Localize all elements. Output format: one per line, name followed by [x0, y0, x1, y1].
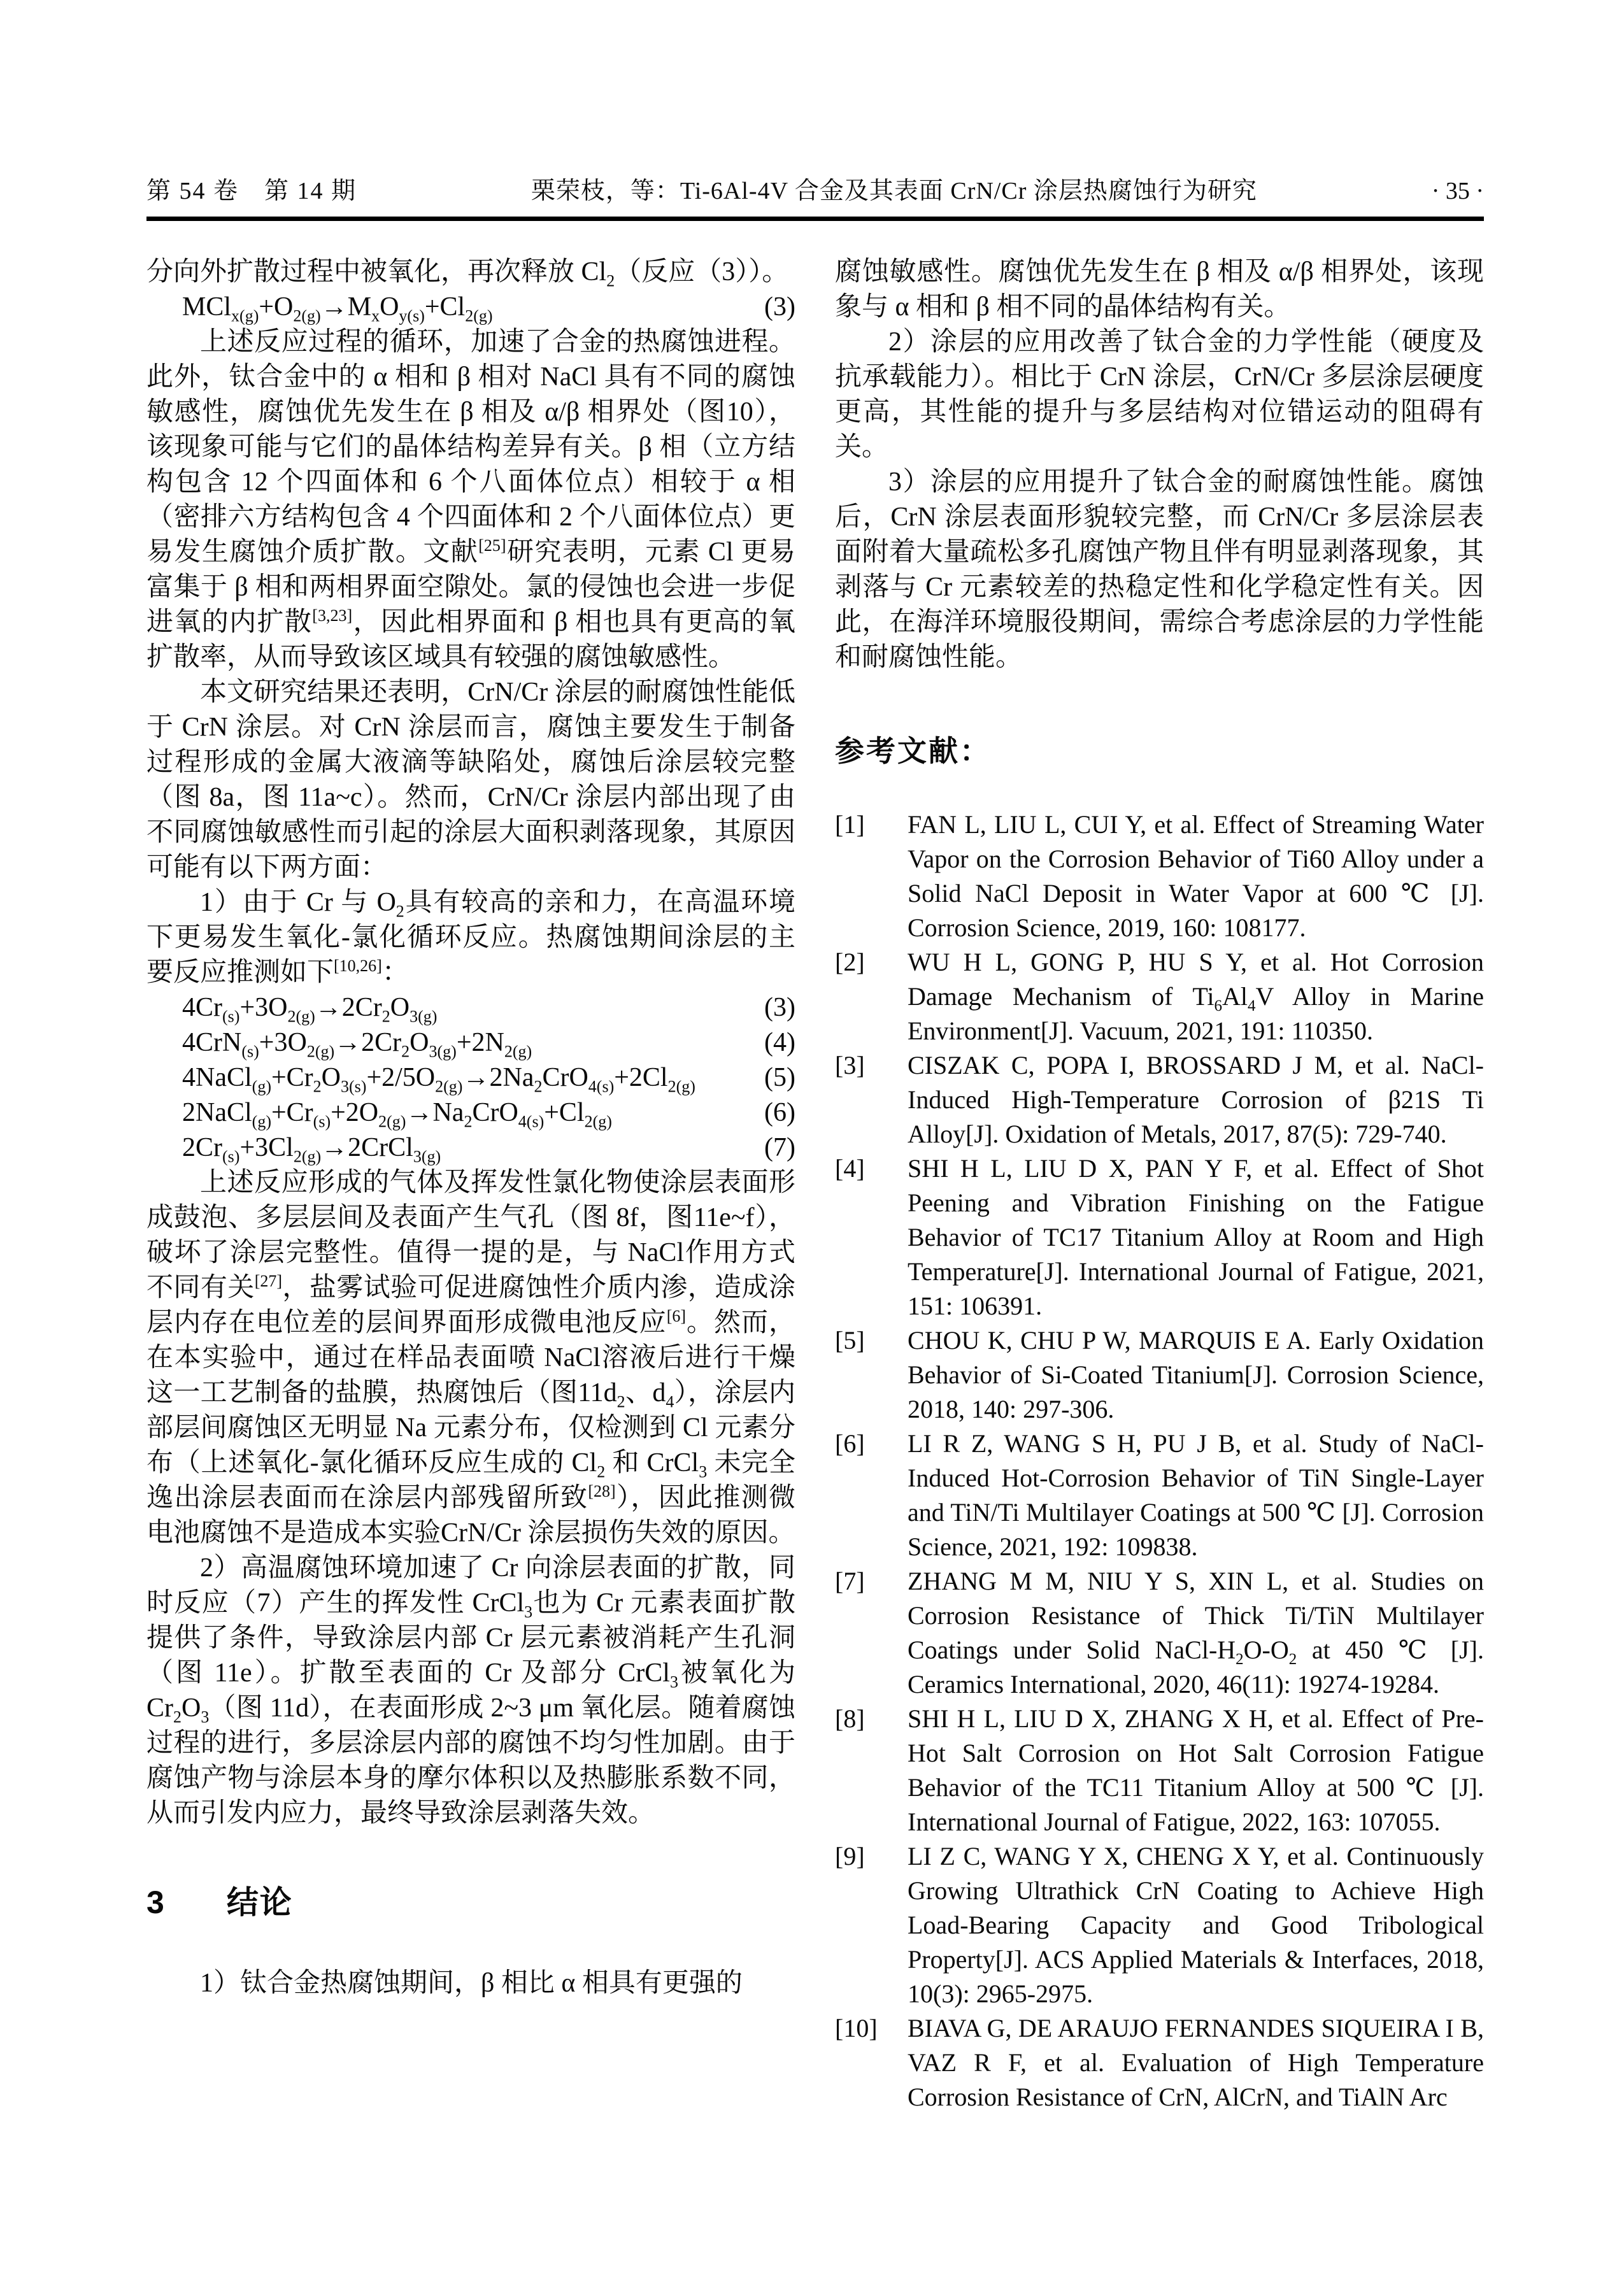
- reference-item-3: [835, 1048, 1484, 1151]
- reference-text: WU H L, GONG P, HU S Y, et al. Hot Corrosion Damage Mechanism of $Ti_6Al_4V$ Alloy in Marine Environment[J]. Vacuum, 2021, 191: 110350.: [908, 948, 1484, 1045]
- paragraph-point-1: 1）由于 Cr 与 $O_2$具有较高的亲和力，在高温环境下更易发生氧化-氯化循环反应。热腐蚀期间涂层的主要反应推测如下[10,26]：: [146, 888, 795, 987]
- reference-label: [10]: [835, 2014, 878, 2042]
- reference-item-10: [835, 2011, 1484, 2114]
- equation-7: [146, 1130, 795, 1165]
- equation-5: [146, 1060, 795, 1095]
- reference-label: [7]: [835, 1567, 865, 1595]
- equation-4: [146, 1025, 795, 1060]
- paragraph-conclusion-2: 2）涂层的应用改善了钛合金的力学性能（硬度及抗承载能力）。相比于 CrN 涂层，CrN/Cr 多层涂层硬度更高，其性能的提升与多层结构对位错运动的阻碍有关。: [835, 327, 1484, 462]
- reference-text: LI R Z, WANG S H, PU J B, et al. Study of NaCl-Induced Hot-Corrosion Behavior of TiN Single-Layer and TiN/Ti Multilayer Coatings at 500 ℃ [J]. Corrosion Science, 2021, 192: 109838.: [908, 1429, 1484, 1561]
- reference-item-6: [835, 1427, 1484, 1564]
- reference-text: FAN L, LIU L, CUI Y, et al. Effect of Streaming Water Vapor on the Corrosion Behavior of Ti60 Alloy under a Solid NaCl Deposit in Water Vapor at 600 ℃ [J]. Corrosion Science, 2019, 160: 108177.: [908, 810, 1484, 942]
- reference-text: CISZAK C, POPA I, BROSSARD J M, et al. NaCl-Induced High-Temperature Corrosion of β21S Ti Alloy[J]. Oxidation of Metals, 2017, 87(5): 729-740.: [908, 1051, 1484, 1148]
- reference-item-7: [835, 1564, 1484, 1702]
- equation-number: (5): [764, 1063, 795, 1092]
- header-volume-issue: 第 54 卷 第 14 期: [146, 178, 357, 204]
- reference-label: [4]: [835, 1154, 865, 1183]
- reference-item-5: [835, 1323, 1484, 1427]
- equation-formula: $2Cr_{(s)}+3Cl_{2(g)}\to 2CrCl_{3(g)}$: [182, 1133, 441, 1166]
- reference-label: [8]: [835, 1704, 865, 1733]
- reference-label: [5]: [835, 1326, 865, 1355]
- right-column: [835, 255, 1484, 2114]
- reference-label: [2]: [835, 948, 865, 976]
- equation-formula: $2NaCl_{(g)}+Cr_{(s)}+2O_{2(g)}\to Na_2CrO_{4(s)}+Cl_{2(g)}$: [182, 1098, 612, 1131]
- reference-text: ZHANG M M, NIU Y S, XIN L, et al. Studies on Corrosion Resistance of Thick Ti/TiN Multilayer Coatings under Solid NaCl-$H_2O-O_2$ at 450 ℃ [J]. Ceramics International, 2020, 46(11): 19274-19284.: [908, 1567, 1484, 1699]
- section-title: 结论: [226, 1885, 293, 1920]
- equation-formula: $MCl_{x(g)}+O_{2(g)}\to M_xO_{y(s)}+Cl_{2(g)}$: [182, 292, 493, 325]
- reference-item-1: [835, 808, 1484, 945]
- reference-text: LI Z C, WANG Y X, CHENG X Y, et al. Continuously Growing Ultrathick CrN Coating to Achieve High Load-Bearing Capacity and Good Tribological Property[J]. ACS Applied Materials & Interfaces, 2018, 10(3): 2965-2975.: [908, 1842, 1484, 2008]
- two-column-body: [146, 255, 1484, 2114]
- reference-text: SHI H L, LIU D X, ZHANG X H, et al. Effect of Pre-Hot Salt Corrosion on Hot Salt Corrosion Fatigue Behavior of the TC11 Titanium Alloy at 500 ℃ [J]. International Journal of Fatigue, 2022, 163: 107055.: [908, 1704, 1484, 1836]
- section-number: 3: [146, 1885, 166, 1920]
- reference-text: BIAVA G, DE ARAUJO FERNANDES SIQUEIRA I B, VAZ R F, et al. Evaluation of High Temperature Corrosion Resistance of CrN, AlCrN, and TiAlN Arc: [908, 2014, 1484, 2111]
- header-page-number: · 35 ·: [1431, 178, 1484, 204]
- reference-label: [6]: [835, 1429, 865, 1458]
- equation-formula: $4NaCl_{(g)}+Cr_2O_{3(s)}+2/5O_{2(g)}\to 2Na_2CrO_{4(s)}+2Cl_{2(g)}$: [182, 1063, 695, 1096]
- reference-item-2: [835, 945, 1484, 1048]
- reference-label: [9]: [835, 1842, 865, 1870]
- paragraph-conclusion-1: 1）钛合金热腐蚀期间，β 相比 α 相具有更强的: [200, 1969, 743, 1998]
- reference-text: CHOU K, CHU P W, MARQUIS E A. Early Oxidation Behavior of Si-Coated Titanium[J]. Corrosion Science, 2018, 140: 297-306.: [908, 1326, 1484, 1423]
- reference-text: SHI H L, LIU D X, PAN Y F, et al. Effect of Shot Peening and Vibration Finishing on the Fatigue Behavior of TC17 Titanium Alloy at Room and High Temperature[J]. International Journal of Fatigue, 2021, 151: 106391.: [908, 1154, 1484, 1320]
- header-running-title: 栗荣枝，等：Ti-6Al-4V 合金及其表面 CrN/Cr 涂层热腐蚀行为研究: [531, 178, 1257, 204]
- equation-3-mcl: [146, 290, 795, 325]
- paragraph-point-2: 2）高温腐蚀环境加速了 Cr 向涂层表面的扩散，同时反应（7）产生的挥发性 CrCl$_3$也为 Cr 元素表面扩散提供了条件，导致涂层内部 Cr 层元素被消耗产生孔洞（图 11e）。扩散至表面的 Cr 及部分 CrCl$_3$被氧化为 $Cr_2O_3$（图 11d），在表面形成 2~3 μm 氧化层。随着腐蚀过程的进行，多层涂层内部的腐蚀不均匀性加剧。由于腐蚀产物与涂层本身的摩尔体积以及热膨胀系数不同，从而引发内应力，最终导致涂层剥落失效。: [146, 1553, 795, 1828]
- reference-item-8: [835, 1702, 1484, 1839]
- equation-3: [146, 990, 795, 1025]
- paragraph-continuation: 分向外扩散过程中被氧化，再次释放 $Cl_2$（反应（3））。: [146, 257, 789, 290]
- equation-number: (7): [764, 1133, 795, 1162]
- paragraph-conclusion-3: 3）涂层的应用提升了钛合金的耐腐蚀性能。腐蚀后，CrN 涂层表面形貌较完整，而 CrN/Cr 多层涂层表面附着大量疏松多孔腐蚀产物且伴有明显剥落现象，其剥落与 Cr 元素较差的热稳定性和化学稳定性有关。因此，在海洋环境服役期间，需综合考虑涂层的力学性能和耐腐蚀性能。: [835, 467, 1484, 672]
- page-header: [146, 177, 1484, 205]
- conclusion-section-heading: [146, 1883, 795, 1921]
- equation-number: (3): [764, 292, 795, 322]
- equation-6: [146, 1095, 795, 1130]
- equation-number: (6): [764, 1098, 795, 1127]
- equation-number: (3): [764, 993, 795, 1022]
- paragraph-reaction-cycle: 上述反应过程的循环，加速了合金的热腐蚀进程。此外，钛合金中的 α 相和 β 相对 NaCl 具有不同的腐蚀敏感性，腐蚀优先发生在 β 相及 α/β 相界处（图10），该现象可能与它们的晶体结构差异有关。β 相（立方结构包含 12 个四面体和 6 个八面体位点）相较于 α 相（密排六方结构包含 4 个四面体和 2 个八面体位点）更易发生腐蚀介质扩散。文献[25]研究表明，元素 Cl 更易富集于 β 相和两相界面空隙处。氯的侵蚀也会进一步促进氧的内扩散[3,23]，因此相界面和 β 相也具有更高的氧扩散率，从而导致该区域具有较强的腐蚀敏感性。: [146, 327, 795, 672]
- references-heading: 参考文献：: [835, 734, 991, 767]
- left-column: [146, 255, 795, 2114]
- equation-formula: $4Cr_{(s)}+3O_{2(g)}\to 2Cr_2O_{3(g)}$: [182, 993, 438, 1026]
- paragraph-gas-effects: 上述反应形成的气体及挥发性氯化物使涂层表面形成鼓泡、多层层间及表面产生气孔（图 8f，图11e~f），破坏了涂层完整性。值得一提的是，与 NaCl作用方式不同有关[27]，盐雾试验可促进腐蚀性介质内渗，造成涂层内存在电位差的层间界面形成微电池反应[6]。然而，在本实验中，通过在样品表面喷 NaCl溶液后进行干燥这一工艺制备的盐膜，热腐蚀后（图$11d_2$、$d_4$），涂层内部层间腐蚀区无明显 Na 元素分布，仅检测到 Cl 元素分布（上述氧化-氯化循环反应生成的 $Cl_2$ 和 CrCl$_3$ 未完全逸出涂层表面而在涂层内部残留所致[28]），因此推测微电池腐蚀不是造成本实验CrN/Cr 涂层损伤失效的原因。: [146, 1168, 795, 1548]
- reference-label: [1]: [835, 810, 865, 839]
- reference-label: [3]: [835, 1051, 865, 1079]
- reference-item-4: [835, 1151, 1484, 1323]
- header-rule: [146, 217, 1484, 221]
- paragraph-results: 本文研究结果还表明，CrN/Cr 涂层的耐腐蚀性能低于 CrN 涂层。对 CrN 涂层而言，腐蚀主要发生于制备过程形成的金属大液滴等缺陷处，腐蚀后涂层较完整（图 8a，图 11a~c）。然而，CrN/Cr 涂层内部出现了由不同腐蚀敏感性而引起的涂层大面积剥落现象，其原因可能有以下两方面：: [146, 678, 795, 882]
- paragraph-conclusion-1-continuation: 腐蚀敏感性。腐蚀优先发生在 β 相及 α/β 相界处，该现象与 α 相和 β 相不同的晶体结构有关。: [835, 257, 1484, 322]
- equation-number: (4): [764, 1028, 795, 1057]
- equation-formula: $4CrN_{(s)}+3O_{2(g)}\to 2Cr_2O_{3(g)}+2N_{2(g)}$: [182, 1028, 532, 1061]
- reference-item-9: [835, 1839, 1484, 2011]
